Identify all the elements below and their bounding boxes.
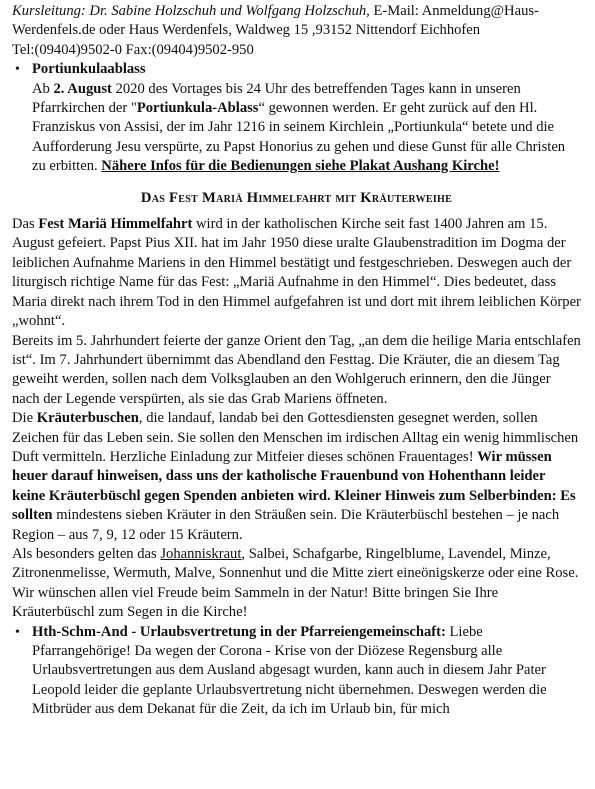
contact-line-3: Tel:(09404)9502-0 Fax:(09404)9502-950 xyxy=(12,41,254,58)
section-title: Das Fest Mariä Himmelfahrt mit Kräuterweihe xyxy=(140,189,453,206)
paragraph-herb-list xyxy=(12,545,581,623)
paragraph-history: Bereits im 5. Jahrhundert feierte der ganze Orient den Tag, „an dem die heilige Maria entschlafen ist“. Im 7. Jahrhundert übernimmt das Abendland den Festtag. Die Kräuter, die an diesem Tag geweiht werden, sollen nach dem Volksglauben an den Wohlgeruch erinnern, den die Jünger nach der Legende verspürten, als sie das Grab Mariens öffneten. xyxy=(12,332,581,407)
paragraph-herbs xyxy=(12,409,581,545)
herbs-notice: Wir müssen heuer darauf hinweisen, dass uns der katholische Frauenbund von Hohenthann leider keine Kräuterbüschl gegen Spenden anbieten wird. Kleiner Hinweis zum Selberbinden: Es sollten xyxy=(12,448,576,524)
course-leaders: Kursleitung: Dr. Sabine Holzschuh und Wolfgang Holzschuh, xyxy=(12,3,370,19)
herbs-term: Kräuterbuschen xyxy=(36,410,139,427)
info-notice: Nähere Infos für die Bedienungen siehe Plakat Aushang Kirche! xyxy=(101,158,500,175)
vacation-heading: Hth-Schm-And - Urlaubsvertretung in der Pfarreiengemeinschaft: xyxy=(32,623,446,640)
portiuncula-heading: Portiunkulaablass xyxy=(32,61,146,78)
text-span: Ab xyxy=(32,80,54,97)
text-span: 2020 des Vortages bis 24 Uhr des betreffenden Tages kann in unseren Pfarrkirchen der " xyxy=(32,80,521,117)
text-span: Liebe Pfarrangehörige! Da wegen der Corona - Krise von der Diözese Regensburg alle Urlaubsvertretungen aus dem Ausland abgesagt wurden, kann auch in diesem Jahr Pater Leopold leider die geplante Urlaubsvertretung nicht übernehmen. Deswegen werden die Mitbrüder aus dem Dekanat für die Zeit, da ich im Urlaub bin, für mich xyxy=(32,623,547,718)
paragraph-feast xyxy=(12,215,581,331)
date-emphasis: 2. August xyxy=(53,80,112,97)
ablass-emphasis: Portiunkula-Ablass xyxy=(136,100,259,117)
bullet-icon: • xyxy=(15,62,20,78)
text-span: Als besonders gelten das xyxy=(12,545,161,562)
text-span: “ gewonnen werden. Er geht zurück auf den Hl. Franziskus von Assisi, der im Jahr 1216 in seinem Kirchlein „Portiunkula“ betete und die Aufforderung Jesu verspürte, zu Papst Honorius zu gehen und diese Gunst für alle Christen zu erbitten. xyxy=(32,100,566,175)
text-span: , Salbei, Schafgarbe, Ringelblume, Lavendel, Minze, Zitronenmelisse, Wermuth, Malve, Sonnenhut und die Mitte ziert eineönigskerze oder eine Rose. Wir wünschen allen viel Freude beim Sammeln in der Natur! Bitte bringen Sie Ihre Kräuterbüschl zum Segen in die Kirche! xyxy=(12,545,579,621)
vacation-text xyxy=(32,623,581,720)
text-span: Das xyxy=(12,216,39,233)
portiuncula-item xyxy=(12,60,581,176)
contact-line-1 xyxy=(12,2,581,21)
text-span: wird in der katholischen Kirche seit fast 1400 Jahren am 15. August gefeiert. Papst Pius XII. hat im Jahr 1950 diese uralte Glaubenstradition im Dogma der leiblichen Aufnahme Mariens in den Himmel bestätigt und festgeschrieben. Deswegen auch der liturgisch richtige Name für das Fest: „Mariä Aufnahme in den Himmel“. Dies bedeutet, dass Maria direkt nach ihrem Tod in den Himmel aufgefahren ist und dort mit ihrem leiblichen Körper „wohnt“. xyxy=(12,216,581,330)
bullet-icon: • xyxy=(15,624,20,640)
contact-block xyxy=(12,2,581,60)
portiuncula-text xyxy=(32,80,581,177)
vacation-item xyxy=(12,623,581,720)
johanniskraut: Johanniskraut xyxy=(160,545,242,562)
contact-line-2: Werdenfels.de oder Haus Werdenfels, Waldweg 15 ,93152 Nittendorf Eichhofen xyxy=(12,22,481,39)
email-text: E-Mail: Anmeldung@Haus- xyxy=(369,3,539,19)
text-span: , die landauf, landab bei den Gottesdiensten gesegnet werden, sollen Zeichen für das Leben sein. Sie sollen den Menschen im irdischen Alltag ein wenig himmlischen Duft vermitteln. Herzliche Einladung zur Mitfeier dieses schönen Frauentages! xyxy=(12,410,579,465)
text-span: mindestens sieben Kräuter in den Sträußen sein. Die Kräuterbüschl bestehen – je nach Region – aus 7, 9, 12 oder 15 Kräutern. xyxy=(12,507,560,543)
feast-name: Fest Mariä Himmelfahrt xyxy=(38,216,193,233)
text-span: Die xyxy=(12,410,37,427)
